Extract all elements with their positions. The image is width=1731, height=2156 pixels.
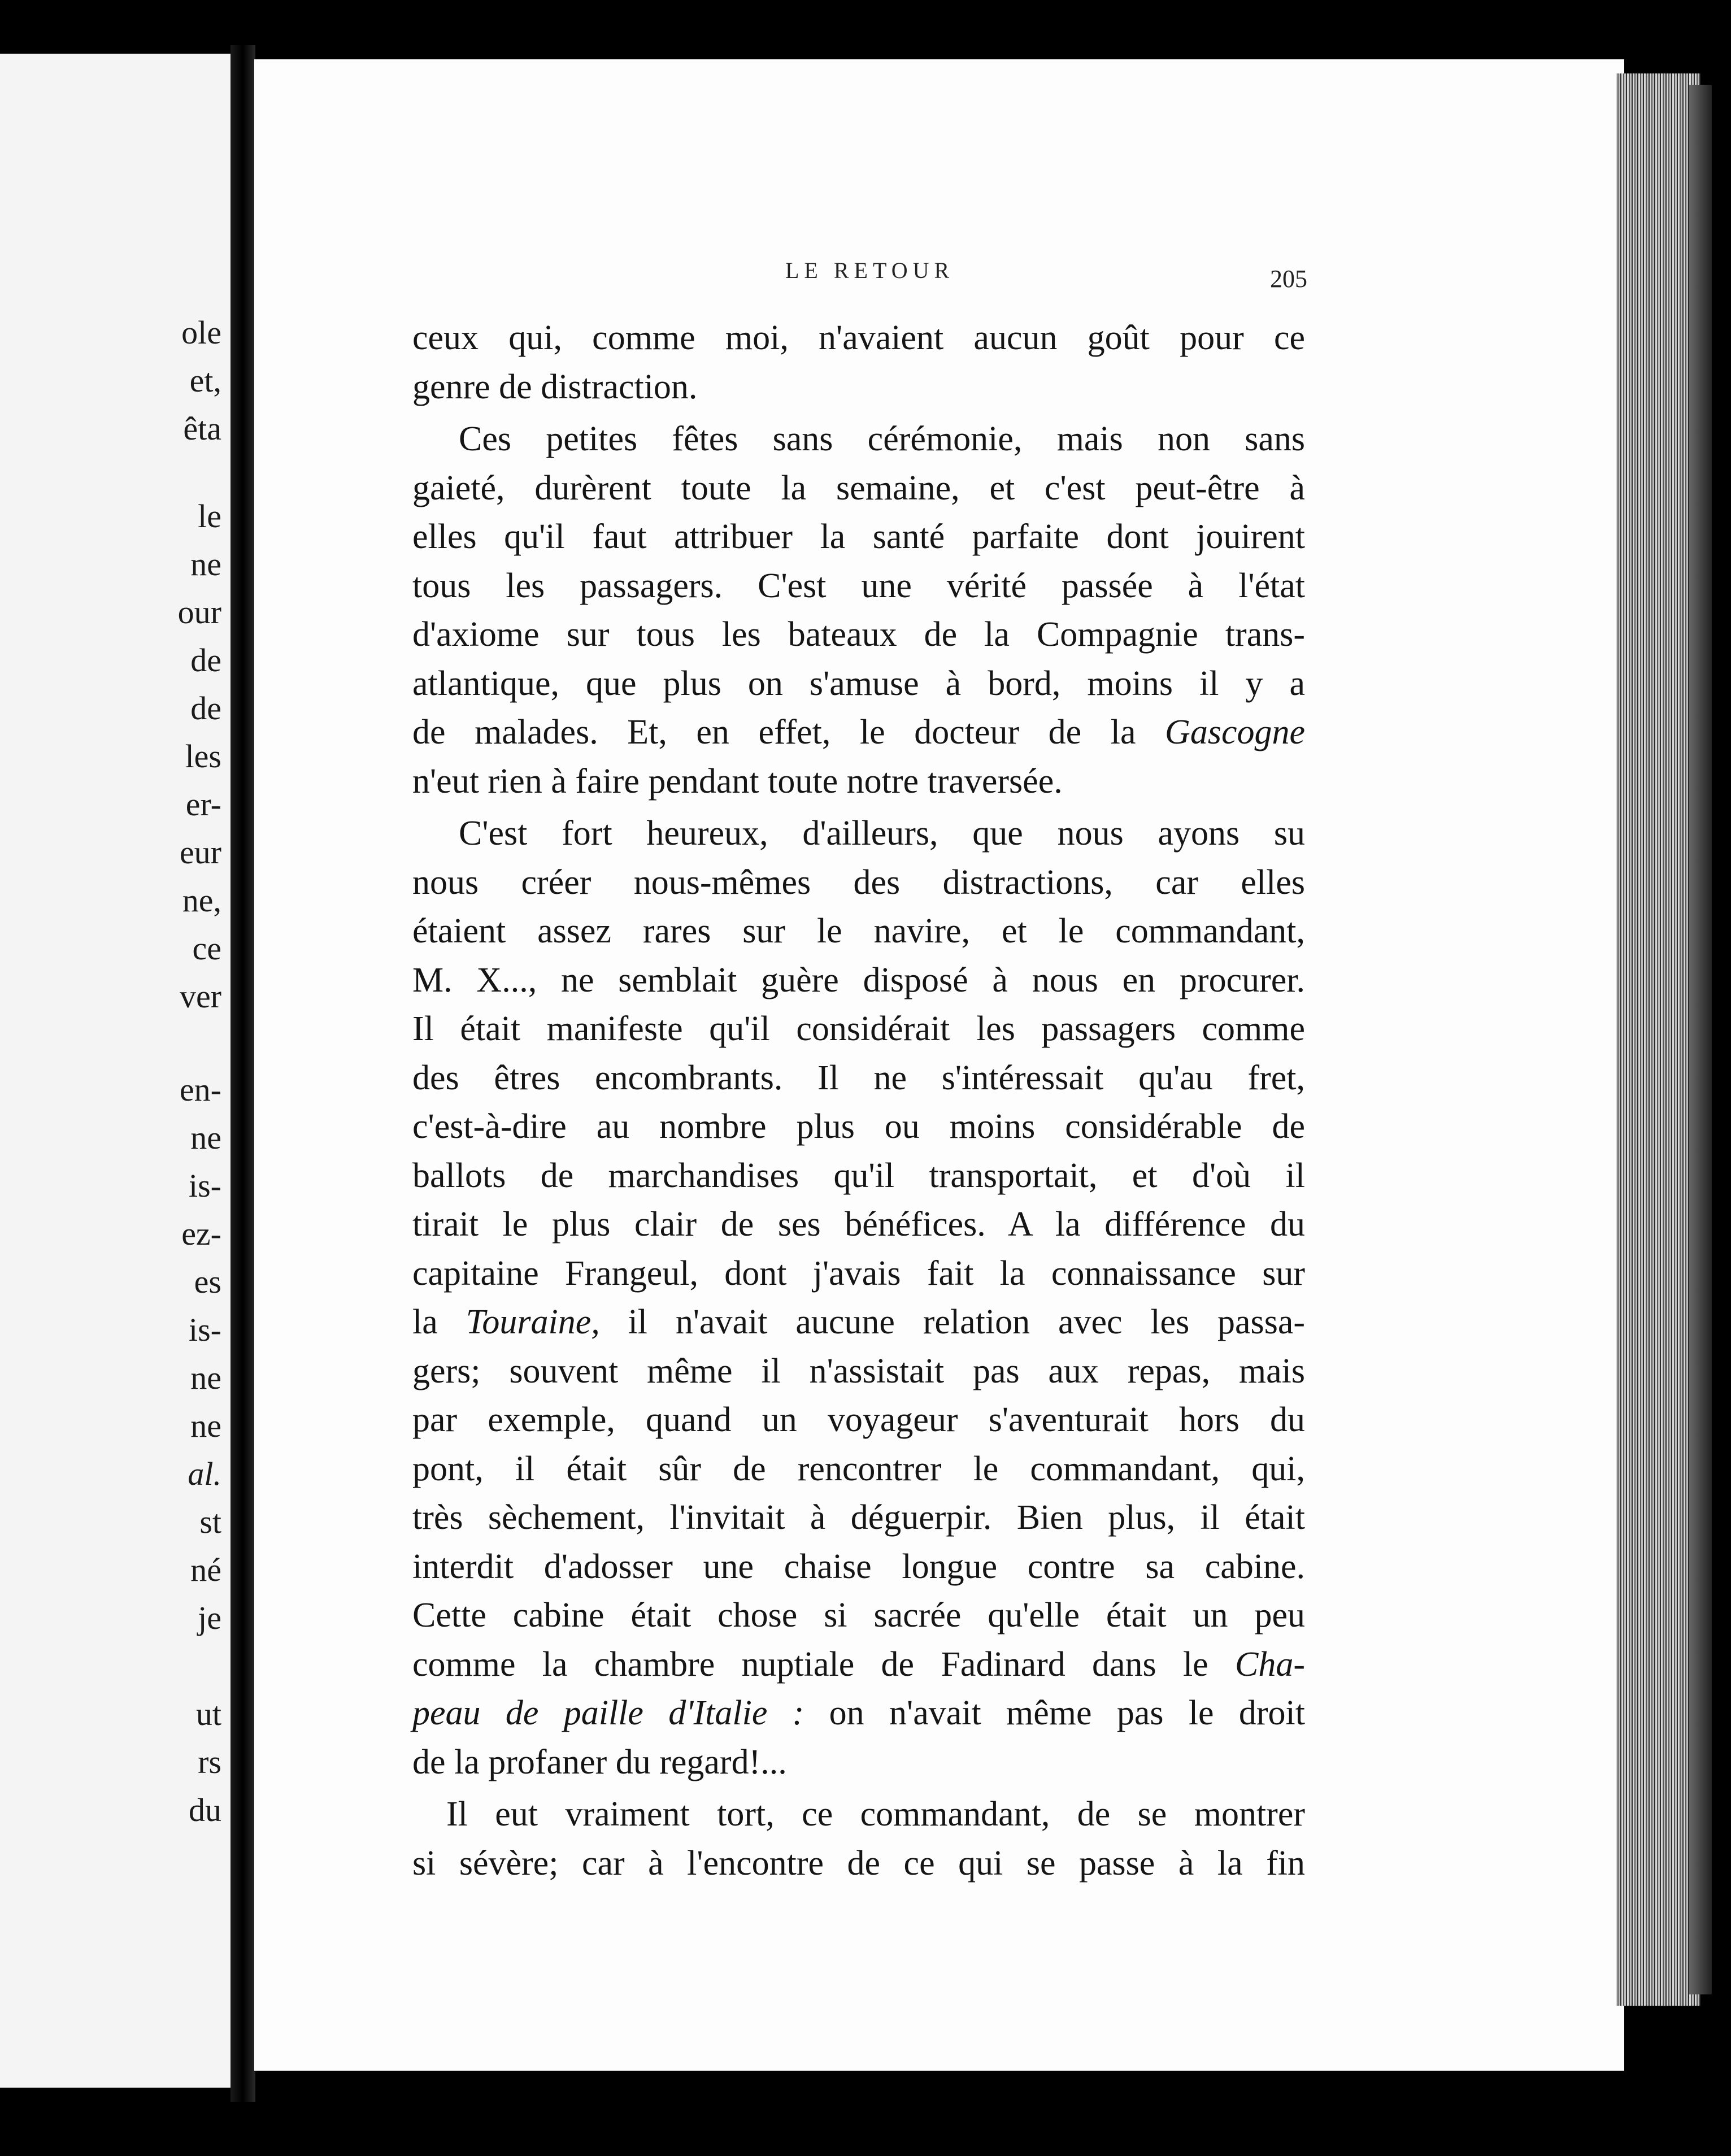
left-fragment: ce <box>192 930 221 967</box>
text-line: des êtres encombrants. Il ne s'intéressait qu'au fret, <box>412 1058 1305 1097</box>
left-fragment: ne <box>190 546 221 583</box>
left-fragment: êta <box>183 410 221 447</box>
text-segment: comme la chambre nuptiale de Fadinard dans le <box>412 1645 1235 1684</box>
ship-name-touraine: Touraine, <box>466 1303 600 1341</box>
text-segment: il n'avait aucune relation avec les passa- <box>599 1303 1305 1341</box>
text-line: étaient assez rares sur le navire, et le commandant, <box>412 912 1305 950</box>
left-fragment: al. <box>188 1455 221 1492</box>
left-fragment: es <box>194 1263 221 1300</box>
left-page <box>0 54 230 2088</box>
play-title-part: Cha- <box>1235 1645 1305 1684</box>
text-line <box>412 1640 1305 1689</box>
text-line: d'axiome sur tous les bateaux de la Compagnie trans- <box>412 615 1305 654</box>
left-fragment: du <box>189 1792 221 1828</box>
play-title-part: peau de paille d'Italie : <box>412 1694 804 1732</box>
running-head: LE RETOUR <box>785 258 955 283</box>
text-line: ballots de marchandises qu'il transportait, et d'où il <box>412 1156 1305 1195</box>
left-fragment: eur <box>179 834 221 871</box>
text-line: C'est fort heureux, d'ailleurs, que nous ayons su <box>459 814 1305 853</box>
text-segment: la <box>412 1303 466 1341</box>
left-fragment: ne <box>190 1407 221 1444</box>
text-line <box>412 1298 1305 1347</box>
text-line: de la profaner du regard!... <box>412 1742 787 1781</box>
text-line: Ces petites fêtes sans cérémonie, mais non sans <box>459 420 1305 458</box>
left-fragment: ne <box>190 1119 221 1156</box>
left-fragment: is- <box>189 1167 221 1204</box>
text-line: par exemple, quand un voyageur s'aventurait hors du <box>412 1401 1305 1439</box>
left-fragment: je <box>198 1599 221 1636</box>
text-line: Il eut vraiment tort, ce commandant, de se montrer <box>446 1795 1305 1833</box>
left-fragment: ez- <box>181 1215 221 1252</box>
left-fragment: ne, <box>182 882 221 919</box>
book-gutter <box>230 45 255 2102</box>
text-line: tirait le plus clair de ses bénéfices. A la différence du <box>412 1205 1305 1244</box>
text-line: capitaine Frangeul, dont j'avais fait la connaissance sur <box>412 1254 1305 1293</box>
text-line: tous les passagers. C'est une vérité passée à l'état <box>412 566 1305 605</box>
left-fragment: né <box>190 1551 221 1588</box>
text-line: gers; souvent même il n'assistait pas aux repas, mais <box>412 1351 1305 1390</box>
text-line: interdit d'adosser une chaise longue contre sa cabine. <box>412 1547 1305 1586</box>
left-fragment: ne <box>190 1359 221 1396</box>
page-number: 205 <box>1270 265 1307 293</box>
text-segment: de malades. Et, en effet, le docteur de la <box>412 713 1165 751</box>
left-fragment: le <box>198 498 221 534</box>
text-line: n'eut rien à faire pendant toute notre traversée. <box>412 762 1063 801</box>
text-line: ceux qui, comme moi, n'avaient aucun goût pour ce <box>412 319 1305 357</box>
left-fragment: et, <box>189 362 221 399</box>
left-fragment: ver <box>179 978 221 1015</box>
text-line: Cette cabine était chose si sacrée qu'elle était un peu <box>412 1596 1305 1635</box>
left-fragment: de <box>190 642 221 679</box>
text-line: genre de distraction. <box>412 367 698 406</box>
text-line: M. X..., ne semblait guère disposé à nous en procurer. <box>412 960 1305 999</box>
left-fragment: our <box>177 594 221 631</box>
left-fragment: ole <box>181 314 221 351</box>
text-line: elles qu'il faut attribuer la santé parfaite dont jouirent <box>412 518 1305 556</box>
left-fragment: rs <box>198 1744 221 1780</box>
left-fragment: les <box>185 738 221 775</box>
text-line: gaieté, durèrent toute la semaine, et c'est peut-être à <box>412 468 1305 507</box>
text-line <box>412 1689 1305 1738</box>
text-line: si sévère; car à l'encontre de ce qui se passe à la fin <box>412 1844 1305 1883</box>
text-line: nous créer nous-mêmes des distractions, car elles <box>412 863 1305 902</box>
text-line: Il était manifeste qu'il considérait les passagers comme <box>412 1010 1305 1048</box>
text-line <box>412 708 1305 757</box>
left-fragment: de <box>190 690 221 727</box>
page-edges-shadow <box>1689 85 1712 1994</box>
text-segment: on n'avait même pas le droit <box>804 1694 1306 1732</box>
body-text <box>412 314 1305 1888</box>
left-fragment: is- <box>189 1311 221 1348</box>
text-line: atlantique, que plus on s'amuse à bord, moins il y a <box>412 664 1305 703</box>
left-fragment: ut <box>195 1696 221 1732</box>
left-fragment: er- <box>185 786 221 823</box>
left-fragment: en- <box>179 1071 221 1108</box>
page-edges <box>1616 73 1700 2006</box>
text-line: très sèchement, l'invitait à déguerpir. Bien plus, il était <box>412 1498 1305 1537</box>
left-fragment: st <box>199 1503 221 1540</box>
text-line: pont, il était sûr de rencontrer le commandant, qui, <box>412 1449 1305 1488</box>
text-line: c'est-à-dire au nombre plus ou moins considérable de <box>412 1107 1305 1146</box>
ship-name-gascogne: Gascogne <box>1165 713 1305 751</box>
